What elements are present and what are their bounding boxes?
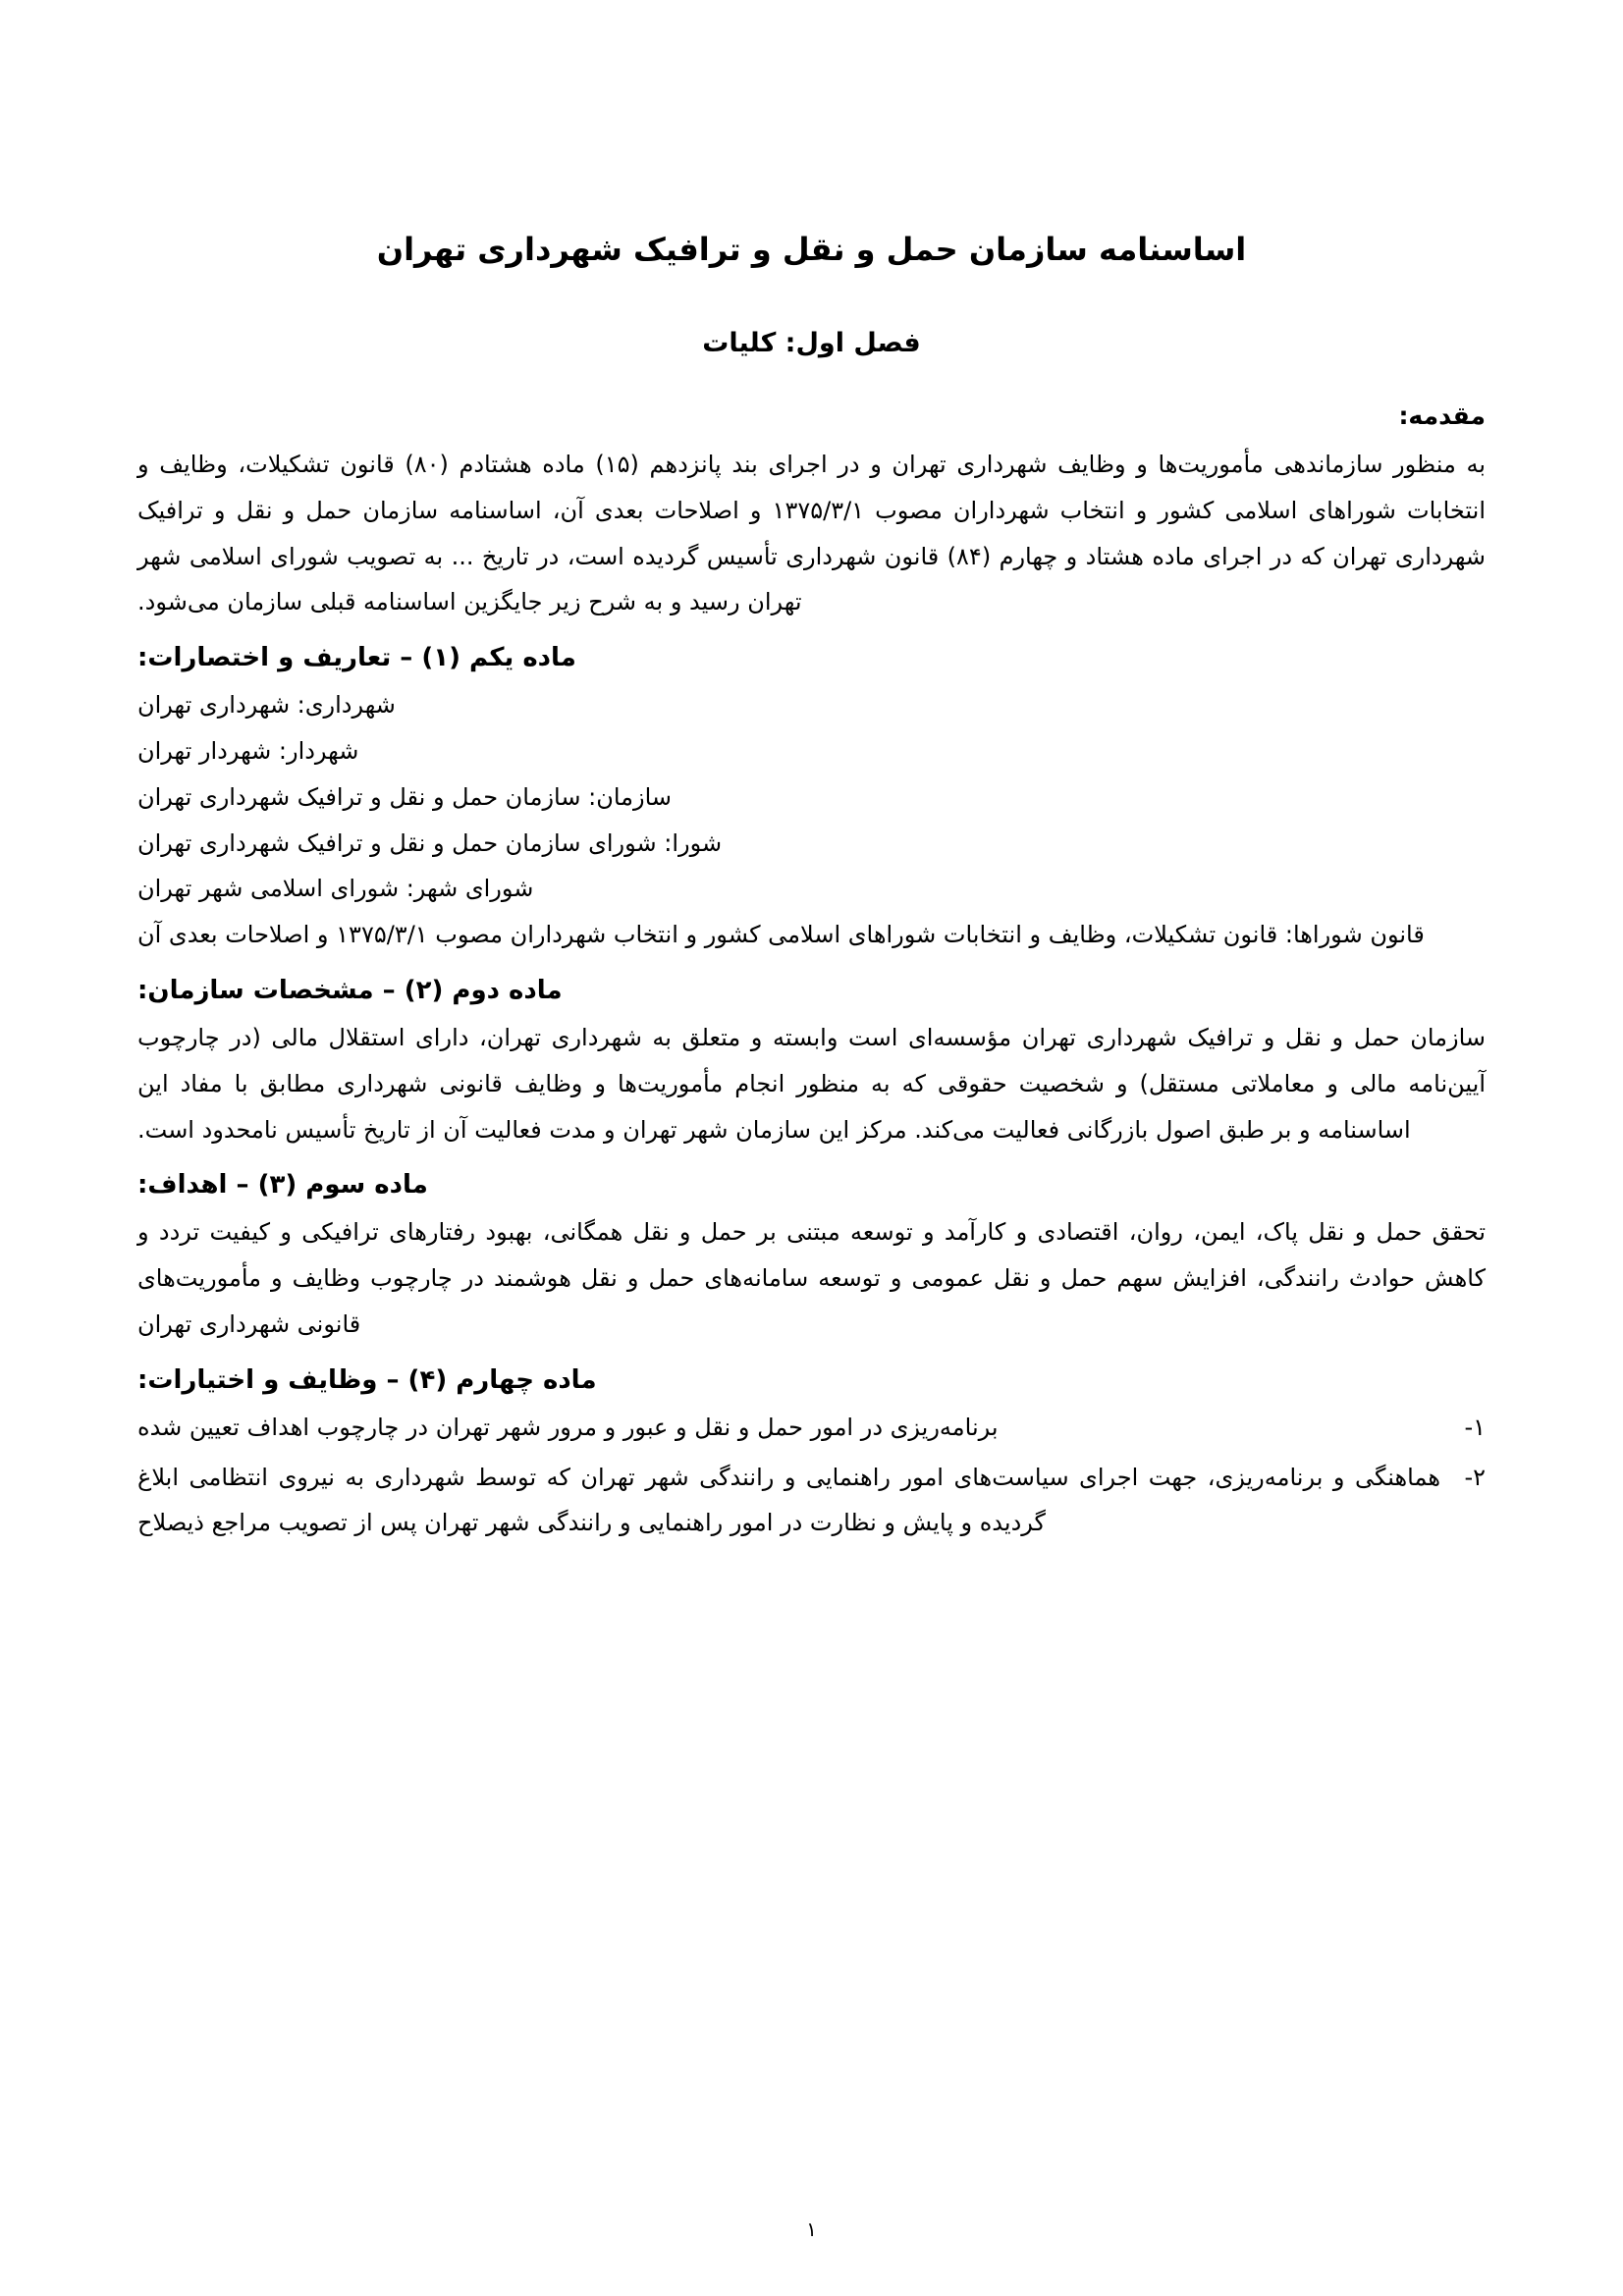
page-title: اساسنامه سازمان حمل و نقل و ترافیک شهرداری تهران (376, 231, 1247, 268)
page-number: ۱ (806, 2217, 817, 2241)
list-item (137, 1405, 1486, 1451)
definition-line: شورا: شورای سازمان حمل و نقل و ترافیک شهرداری تهران (137, 828, 723, 857)
list-item-number: ۲- (1464, 1463, 1486, 1491)
definition-line: سازمان: سازمان حمل و نقل و ترافیک شهرداری تهران (137, 782, 672, 811)
definition-line: شهرداری: شهرداری تهران (137, 691, 396, 720)
list-item (137, 1455, 1486, 1547)
article-4-list (137, 1405, 1486, 1546)
list-item-text: برنامه‌ریزی در امور حمل و نقل و عبور و مرور شهر تهران در چارچوب اهداف تعیین شده (137, 1413, 999, 1441)
article-3-heading: ماده سوم (۳) – اهداف: (137, 1170, 428, 1201)
preface-body: به منظور سازماندهی مأموریت‌ها و وظایف شهرداری تهران و در اجرای بند پانزدهم (۱۵) ماده هشتادم (۸۰) قانون تشکیلات، وظایف و انتخابات شوراهای اسلامی کشور و انتخاب شهرداران مصوب ۱۳۷۵/۳/۱ و اصلاحات بعدی آن، اساسنامه سازمان حمل و نقل و ترافیک شهرداری تهران که در اجرای ماده هشتاد و چهارم (۸۴) قانون شهرداری تأسیس گردیده است، در تاریخ ... به تصویب شورای اسلامی شهر تهران رسید و به شرح زیر جایگزین اساسنامه قبلی سازمان می‌شود. (137, 451, 1487, 616)
article-1-definitions (137, 682, 1486, 958)
article-4-heading: ماده چهارم (۴) – وظایف و اختیارات: (137, 1364, 597, 1395)
list-item-text: هماهنگی و برنامه‌ریزی، جهت اجرای سیاست‌های امور راهنمایی و رانندگی شهر تهران که توسط شهرداری به نیروی انتظامی ابلاغ گردیده و پایش و نظارت در امور راهنمایی و رانندگی شهر تهران پس از تصویب مراجع ذیصلاح (137, 1463, 1440, 1537)
preface-heading: مقدمه: (1398, 401, 1486, 430)
article-1-heading: ماده یکم (۱) – تعاریف و اختصارات: (137, 643, 576, 673)
list-item-number: ۱- (1464, 1413, 1486, 1441)
article-2-body: سازمان حمل و نقل و ترافیک شهرداری تهران مؤسسه‌ای است وابسته و متعلق به شهرداری تهران، دارای استقلال مالی (در چارچوب آیین‌نامه مالی و معاملاتی مستقل) و شخصیت حقوقی که به منظور انجام مأموریت‌ها و وظایف قانونی شهرداری مطابق با مفاد این اساسنامه و بر طبق اصول بازرگانی فعالیت می‌کند. مرکز این سازمان شهر تهران و مدت فعالیت آن از تاریخ تأسیس نامحدود است. (137, 1023, 1486, 1144)
definition-line: شهردار: شهردار تهران (137, 736, 359, 765)
definition-line: قانون شوراها: قانون تشکیلات، وظایف و انتخابات شوراهای اسلامی کشور و انتخاب شهرداران مصوب ۱۳۷۵/۳/۱ و اصلاحات بعدی آن (137, 921, 1425, 949)
article-2-heading: ماده دوم (۲) – مشخصات سازمان: (137, 975, 563, 1005)
article-3-body: تحقق حمل و نقل پاک، ایمن، روان، اقتصادی و کارآمد و توسعه مبتنی بر حمل و نقل همگانی، بهبود رفتارهای ترافیکی و کیفیت تردد و کاهش حوادث رانندگی، افزایش سهم حمل و نقل عمومی و توسعه سامانه‌های حمل و نقل هوشمند در چارچوب وظایف و مأموریت‌های قانونی شهرداری تهران (137, 1218, 1486, 1338)
chapter-title: فصل اول: کلیات (702, 328, 921, 358)
definition-line: شورای شهر: شورای اسلامی شهر تهران (137, 875, 534, 903)
